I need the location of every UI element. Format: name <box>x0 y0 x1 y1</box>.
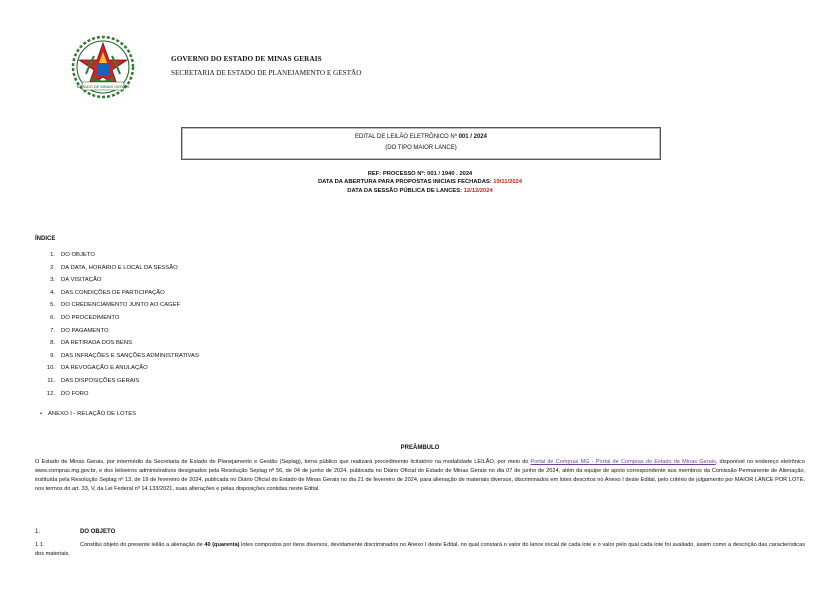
index-title: ÍNDICE <box>35 236 56 242</box>
bullet-icon: • <box>39 411 42 417</box>
edital-title-box <box>181 127 661 160</box>
section-number: 1. <box>35 529 41 535</box>
portal-compras-link[interactable]: Portal de Compras MG - Portal de Compras do Estado de Minas Gerais <box>530 459 716 465</box>
opening-date-label: DATA DA ABERTURA PARA PROPOSTAS INICIAIS FECHADAS: <box>317 179 494 186</box>
index-item: 7. DO PAGAMENTO <box>50 327 109 334</box>
index-item: 4. DAS CONDIÇÕES DE PARTICIPAÇÃO <box>50 289 165 296</box>
clause-number: 1.1. <box>35 542 45 548</box>
edital-title <box>182 134 660 140</box>
government-name: GOVERNO DO ESTADO DE MINAS GERAIS <box>171 55 322 63</box>
index-item: 12. DO FORO <box>46 390 89 397</box>
opening-date-line <box>0 178 840 186</box>
crest-caption: ESTADO DE MINAS GERAIS <box>76 84 130 89</box>
index-item: 3. DA VISITAÇÃO <box>50 277 102 284</box>
minas-gerais-crest-icon <box>70 34 136 100</box>
annex-item <box>32 411 136 417</box>
index-item: 9. DAS INFRAÇÕES E SANÇÕES ADMINISTRATIVAS <box>50 352 199 359</box>
index-item: 8. DA RETIRADA DOS BENS <box>50 340 133 347</box>
government-header <box>171 55 361 77</box>
annex-label: ANEXO I - RELAÇÃO DE LOTES <box>48 411 137 417</box>
session-date: 12/12/2024 <box>463 187 493 194</box>
session-date-label: DATA DA SESSÃO PÚBLICA DE LANCES: <box>347 187 464 194</box>
session-date-line <box>0 187 840 195</box>
preamble-text: O Estado de Minas Gerais, por intermédio da Secretaria de Estado de Planejamento e Gestão (Seplag), torna público que realizará procedimento licitatório na modalidade LEILÃO, por meio do Portal de Compras MG - Portal de Compras do Estado de Minas Gerais, disponível no endereço eletrônico www.compras.mg.gov.br, e dos leiloeiros administrativos designados pela Resolução Seplag nº 56, de 04 de junho de 2024, publicada no Diário Oficial do Estado de Minas Gerais no dia 07 de junho de 2024, além da equipe de apoio correspondente aos membros da Comissão Permanente de Alienação, instituída pela Resolução Seplag nº 13, de 19 de fevereiro de 2024, publicada no Diário Oficial do Estado de Minas Gerais no dia 21 de fevereiro de 2024, para alienação de materiais diversos, discriminados em lotes descritos no Anexo I deste Edital, pelo critério de julgamento por MAIOR LANCE POR LOTE, nos termos do art. 33, V, da Lei Federal nº 14.133/2021, suas alterações e pelas disposições contidas neste Edital. <box>35 459 805 492</box>
edital-number: 001 / 2024 <box>458 134 487 140</box>
index-item: 11. DAS DISPOSIÇÕES GERAIS <box>47 377 140 384</box>
edital-type: (DO TIPO MAIOR LANCE) <box>385 145 457 151</box>
section-heading <box>35 529 115 535</box>
index-item: 6. DO PROCEDIMENTO <box>50 314 120 321</box>
index-item: 1. DO OBJETO <box>50 252 95 258</box>
index-item: 2. DA DATA, HORÁRIO E LOCAL DA SESSÃO <box>50 264 178 271</box>
reference-block <box>0 170 840 195</box>
opening-date: 19/11/2024 <box>493 179 522 186</box>
secretariat-name: SECRETARIA DE ESTADO DE PLANEJAMENTO E GESTÃO <box>171 69 362 77</box>
index-item: 5. DO CREDENCIAMENTO JUNTO AO CAGEF <box>50 302 181 309</box>
lot-count: 40 (quarenta) <box>204 542 240 548</box>
edital-title-prefix: EDITAL DE LEILÃO ELETRÔNICO Nº <box>355 134 459 140</box>
process-reference: REF: PROCESSO Nº: 001 / 1940 . 2024 <box>367 171 473 177</box>
section-title: DO OBJETO <box>80 529 116 535</box>
clause-1-1: 1.1. Constitui objeto do presente leilão a alienação de 40 (quarenta) lotes compostos por itens diversos, devidamente discriminados no Anexo I deste Edital, no qual constará o valor do lance inicial de cada lote e o valor pelo qual cada lote foi avaliado, assim como a descrição das características dos materiais. <box>35 542 806 557</box>
index-list <box>43 252 199 403</box>
index-item: 10. DA REVOGAÇÃO E ANULAÇÃO <box>46 365 148 372</box>
preamble-title: PREÂMBULO <box>400 445 440 451</box>
